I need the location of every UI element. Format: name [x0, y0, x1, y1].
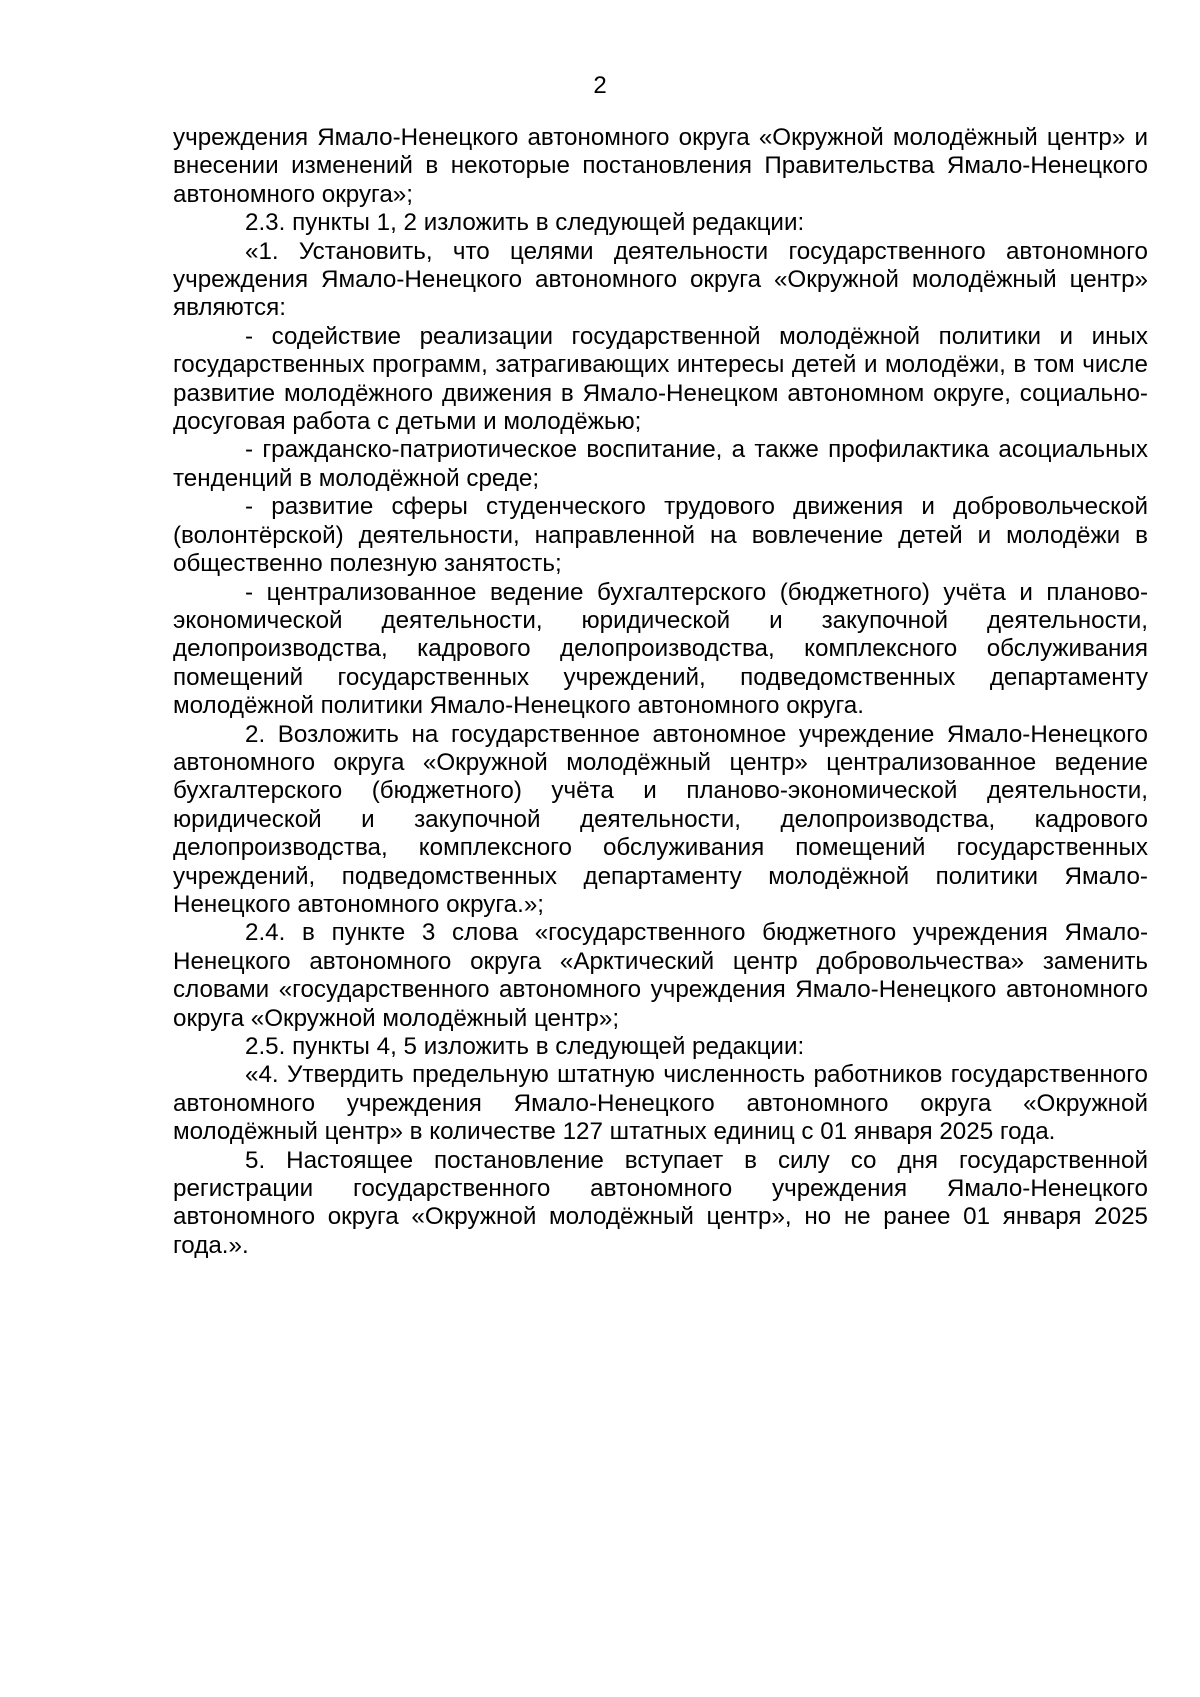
paragraph-item-2-4: 2.4. в пункте 3 слова «государственного бюджетного учреждения Ямало-Ненецкого автономного округа «Арктический центр добровольчества» заменить словами «государственного автономного учреждения Ямало-Ненецкого автономного округа «Окружной молодёжный центр»;: [173, 919, 1148, 1032]
paragraph-bullet-patriotic: - гражданско-патриотическое воспитание, а также профилактика асоциальных тенденций в молодёжной среде;: [173, 436, 1148, 492]
paragraph-bullet-accounting: - централизованное ведение бухгалтерского (бюджетного) учёта и планово-экономической деятельности, юридической и закупочной деятельности, делопроизводства, кадрового делопроизводства, комплексного обслуживания помещений государственных учреждений, подведомственных департаменту молодёжной политики Ямало-Ненецкого автономного округа.: [173, 578, 1148, 720]
paragraph-bullet-volunteer: - развитие сферы студенческого трудового движения и добровольческой (волонтёрской) деятельности, направленной на вовлечение детей и молодёжи в общественно полезную занятость;: [173, 493, 1148, 578]
paragraph-item-2-3: 2.3. пункты 1, 2 изложить в следующей редакции:: [245, 209, 805, 237]
document-body: [173, 124, 1148, 1260]
paragraph-clause-5: 5. Настоящее постановление вступает в силу со дня государственной регистрации государственного автономного учреждения Ямало-Ненецкого автономного округа «Окружной молодёжный центр», но не ранее 01 января 2025 года.».: [173, 1146, 1148, 1259]
paragraph-clause-1: «1. Установить, что целями деятельности государственного автономного учреждения Ямало-Ненецкого автономного округа «Окружной молодёжный центр» являются:: [173, 237, 1148, 322]
paragraph-clause-4: «4. Утвердить предельную штатную численность работников государственного автономного учреждения Ямало-Ненецкого автономного округа «Окружной молодёжный центр» в количестве 127 штатных единиц с 01 января 2025 года.: [173, 1061, 1148, 1146]
paragraph-clause-2: 2. Возложить на государственное автономное учреждение Ямало-Ненецкого автономного округа «Окружной молодёжный центр» централизованное ведение бухгалтерского (бюджетного) учёта и планово-экономической деятельности, юридической и закупочной деятельности, делопроизводства, кадрового делопроизводства, комплексного обслуживания помещений государственных учреждений, подведомственных департаменту молодёжной политики Ямало-Ненецкого автономного округа.»;: [173, 720, 1148, 918]
paragraph-bullet-youth-policy: - содействие реализации государственной молодёжной политики и иных государственных программ, затрагивающих интересы детей и молодёжи, в том числе развитие молодёжного движения в Ямало-Ненецком автономном округе, социально-досуговая работа с детьми и молодёжью;: [173, 322, 1148, 436]
paragraph-continuation: учреждения Ямало-Ненецкого автономного округа «Окружной молодёжный центр» и внесении изменений в некоторые постановления Правительства Ямало-Ненецкого автономного округа»;: [173, 124, 1148, 208]
paragraph-item-2-5: 2.5. пункты 4, 5 изложить в следующей редакции:: [245, 1033, 805, 1060]
page-number: 2: [593, 72, 607, 99]
